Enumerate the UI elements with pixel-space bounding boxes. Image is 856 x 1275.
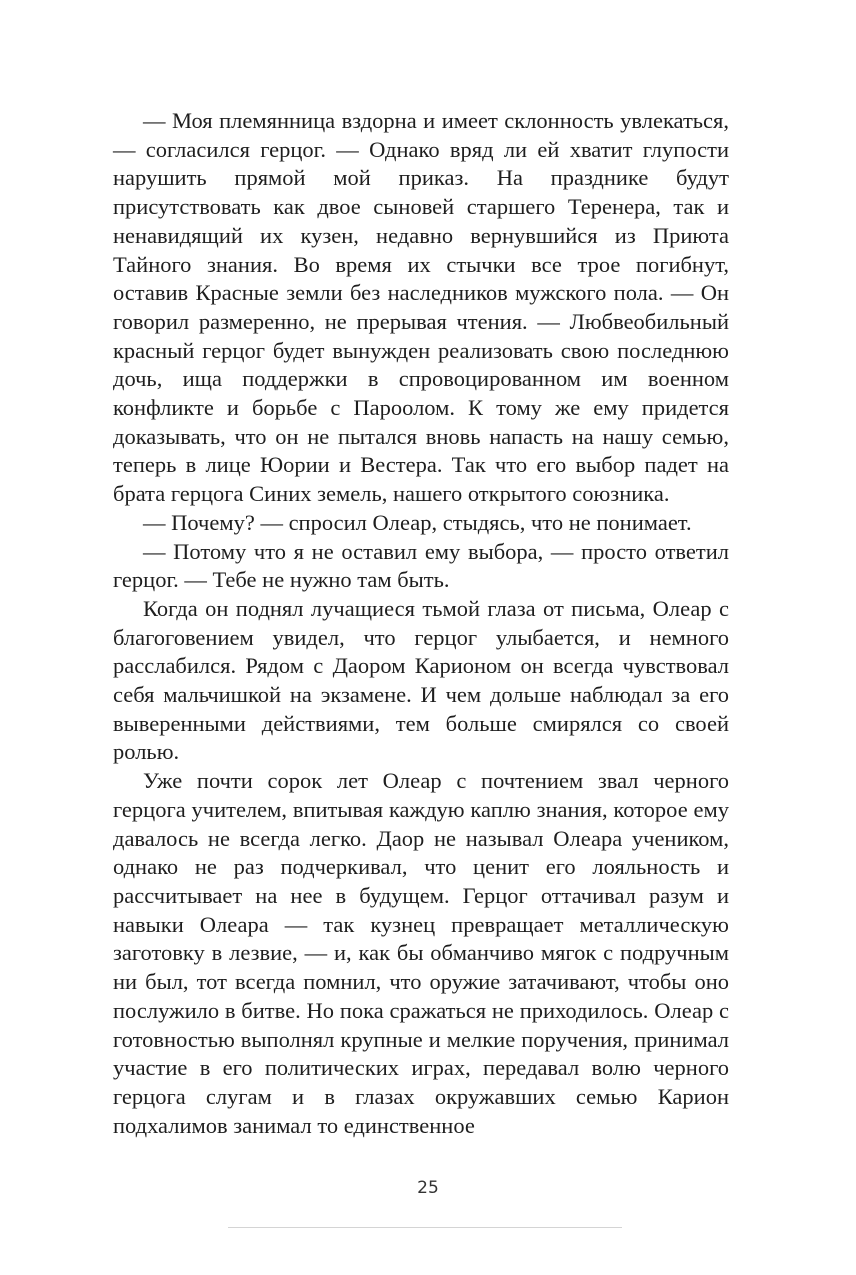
paragraph-olear-question: — Почему? — спросил Олеар, стыдясь, что не понимает. xyxy=(143,509,692,535)
paragraph-duke-answer: — Потому что я не оставил ему выбора, — просто ответил герцог. — Тебе не нужно там быть. xyxy=(113,538,729,593)
paragraph-olear-relaxes: Когда он поднял лучащиеся тьмой глаза от письма, Олеар с благоговением увидел, что герцог улыбается, и немного расслабился. Рядом с Даором Карионом он всегда чувствовал себя мальчишкой на экзамене. И чем дольше наблюдал за его выверенными действиями, тем больше смирялся со своей ролью. xyxy=(113,595,729,765)
paragraph-duke-speech: — Моя племянница вздорна и имеет склонность увлекаться, — согласился герцог. — Однако вряд ли ей хватит глупости нарушить прямой мой приказ. На празднике будут присутствовать как двое сыновей старшего Теренера, так и ненавидящий их кузен, недавно вернувшийся из Приюта Тайного знания. Во время их стычки все трое погибнут, оставив Красные земли без наследников мужского пола. — Он говорил размеренно, не прерывая чтения. — Любвеобильный красный герцог будет вынужден реализовать свою последнюю дочь, ища поддержки в спровоцированном им военном конфликте и борьбе с Пароолом. К тому же ему придется доказывать, что он не пытался вновь напасть на нашу семью, теперь в лице Юории и Вестера. Так что его выбор падет на брата герцога Синих земель, нашего открытого союзника. xyxy=(113,108,729,507)
page-number: 25 xyxy=(417,1178,439,1198)
body-text xyxy=(113,107,729,1140)
footer-divider xyxy=(228,1227,622,1228)
paragraph-forty-years: Уже почти сорок лет Олеар с почтением звал черного герцога учителем, впитывая каждую каплю знания, которое ему давалось не всегда легко. Даор не называл Олеара учеником, однако не раз подчеркивал, что ценит его лояльность и рассчитывает на нее в будущем. Герцог оттачивал разум и навыки Олеара — так кузнец превращает металлическую заготовку в лезвие, — и, как бы обманчиво мягок с подручным ни был, тот всегда помнил, что оружие затачивают, чтобы оно послужило в битве. Но пока сражаться не приходилось. Олеар с готовностью выполнял крупные и мелкие поручения, принимал участие в его политических играх, передавал волю черного герцога слугам и в глазах окружавших семью Карион подхалимов занимал то единственное xyxy=(113,768,729,1138)
